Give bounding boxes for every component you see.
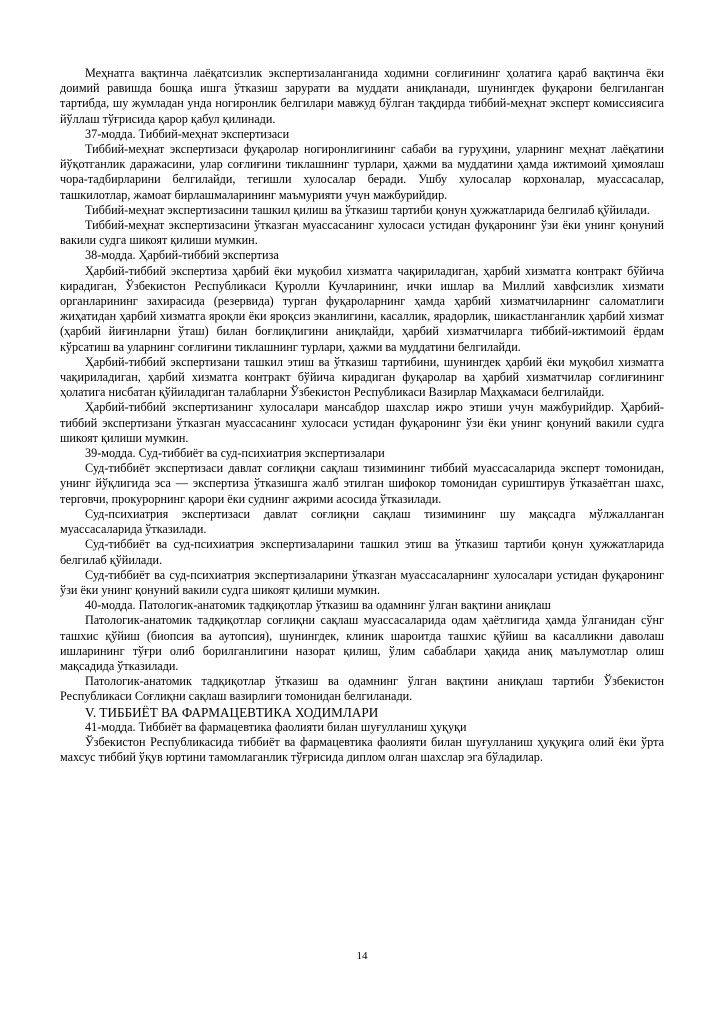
- article-heading-40: 40-модда. Патологик-анатомик тадқиқотлар ўтказиш ва одамнинг ўлган вақтини аниқлаш: [85, 598, 551, 613]
- chapter-heading: V. ТИББИЁТ ВА ФАРМАЦЕВТИКА ХОДИМЛАРИ: [85, 704, 379, 720]
- paragraph: Патологик-анатомик тадқиқотлар ўтказиш ва одамнинг ўлган вақтини аниқлаш тартиби Ўзбекистон Республикаси Соғлиқни сақлаш вазирлиги томонидан белгиланади.: [60, 674, 664, 704]
- paragraph: Суд-психиатрия экспертизаси давлат соғлиқни сақлаш тизимининг шу мақсадга мўлжалланган муассасаларида ўтказилади.: [60, 506, 664, 537]
- article-heading-37: 37-модда. Тиббий-меҳнат экспертизаси: [85, 126, 290, 141]
- article-heading-41: 41-модда. Тиббиёт ва фармацевтика фаолияти билан шуғулланиш ҳуқуқи: [85, 719, 467, 734]
- paragraph: Ҳарбий-тиббий экспертиза ҳарбий ёки муқобил хизматга чақириладиган, ҳарбий хизматга контракт бўйича кирадиган, Ўзбекистон Республикаси Қуролли Кучларининг, ички ишлар ва Миллий хавфсизлик хизмати органларининг захирасида (резервида) турган фуқароларнинг ҳамда ҳарбий хизматчиларнинг саломатлиги жиҳатидан ҳарбий хизматга яроқли ёки яроқсиз эканлигини, касаллик, ярадорлик, шикастланганлик ҳарбий хизмат (ҳарбий йиғинларни ўташ) билан боғлиқлигини аниқлайди, ҳарбий хизматчиларга тиббий-ижтимоий ёрдам кўрсатиш ва уларнинг соғлиғини тиклашнинг турлари, ҳажми ва муддатини белгилайди.: [60, 263, 664, 354]
- paragraph: Патологик-анатомик тадқиқотлар соғлиқни сақлаш муассасаларида одам ҳаётлигида ҳамда ўлганидан сўнг ташхис қўйиш (биопсия ва аутопсия), шунингдек, клиник шароитда ташхис қўйиш ва касалликни даволаш ишларининг тўғри олиб борилганлигини назорат қилиш, ўлим сабаблари ҳақида аниқ маълумотлар олиш мақсадида ўтказилади.: [60, 613, 664, 673]
- article-heading-39: 39-модда. Суд-тиббиёт ва суд-психиатрия экспертизалари: [85, 446, 385, 461]
- document-page: [60, 66, 664, 765]
- paragraph: Тиббий-меҳнат экспертизаси фуқаролар ногиронлигининг сабаби ва гуруҳини, уларнинг меҳнат лаёқатини йўқотганлик даражасини, улар соғлиғини тиклашнинг турлари, ҳажми ва муддатини ҳамда ижтимоий ҳимоялаш чора-тадбирларини белгилайди, тегишли хулосалар беради. Ушбу хулосалар корхоналар, муассасалар, ташкилотлар, жамоат бирлашмаларининг маъмурияти учун мажбурийдир.: [60, 142, 664, 202]
- page-number: 14: [356, 950, 368, 962]
- paragraph: Тиббий-меҳнат экспертизасини ташкил қилиш ва ўтказиш тартиби қонун ҳужжатларида белгилаб қўйилади.: [85, 202, 650, 217]
- paragraph: Ҳарбий-тиббий экспертизанинг хулосалари мансабдор шахслар ижро этиши учун мажбурийдир. Ҳарбий-тиббий экспертизани ўтказган муассасанинг хулосаси устидан фуқаронинг ўзи ёки унинг қонуний вакили судга шикоят қилиши мумкин.: [60, 400, 664, 445]
- paragraph: Суд-тиббиёт ва суд-психиатрия экспертизаларини ўтказган муассасаларнинг хулосалари устидан фуқаронинг ўзи ёки унинг қонуний вакили судга шикоят қилиши мумкин.: [60, 567, 664, 597]
- article-heading-38: 38-модда. Ҳарбий-тиббий экспертиза: [85, 248, 279, 263]
- paragraph: Тиббий-меҳнат экспертизасини ўтказган муассасанинг хулосаси устидан фуқаронинг ўзи ёки унинг қонуний вакили судга шикоят қилиши мумкин.: [60, 218, 664, 248]
- paragraph: Ҳарбий-тиббий экспертизани ташкил этиш ва ўтказиш тартибини, шунингдек ҳарбий ёки муқобил хизматга чақириладиган, ҳарбий хизматга контракт бўйича кирадиган фуқаролар ва ҳарбий хизматчилар соғлиғининг ҳолатига нисбатан қўйиладиган талабларни Ўзбекистон Республикаси Вазирлар Маҳкамаси белгилайди.: [60, 354, 664, 400]
- paragraph: Суд-тиббиёт экспертизаси давлат соғлиқни сақлаш тизимининг тиббий муассасаларида эксперт томонидан, унинг йўқлигида эса — экспертиза ўтказишга жалб этилган шифокор томонидан суриштирув ўтказаётган шахс, терговчи, прокурорнинг қарори ёки суднинг ажрими асосида ўтказилади.: [60, 461, 664, 506]
- paragraph: Меҳнатга вақтинча лаёқатсизлик экспертизаланганида ходимни соғлиғининг ҳолатига қараб вақтинча ёки доимий равишда бошқа ишга ўтказиш зарурати ва муддати аниқланади, шунингдек фуқарони белгиланган тартибда, шу жумладан унда ногиронлик белгилари мавжуд бўлган тақдирда тиббий-меҳнат эксперт комиссиясига йўллаш тўғрисида қарор қабул қилинади.: [60, 66, 664, 126]
- paragraph: Суд-тиббиёт ва суд-психиатрия экспертизаларини ташкил этиш ва ўтказиш тартиби қонун ҳужжатларида белгилаб қўйилади.: [60, 537, 664, 567]
- paragraph: Ўзбекистон Республикасида тиббиёт ва фармацевтика фаолияти билан шуғулланиш ҳуқуқига олий ёки ўрта махсус тиббий ўқув юртини тамомлаганлик тўғрисида диплом олган шахслар эга бўладилар.: [60, 734, 664, 765]
